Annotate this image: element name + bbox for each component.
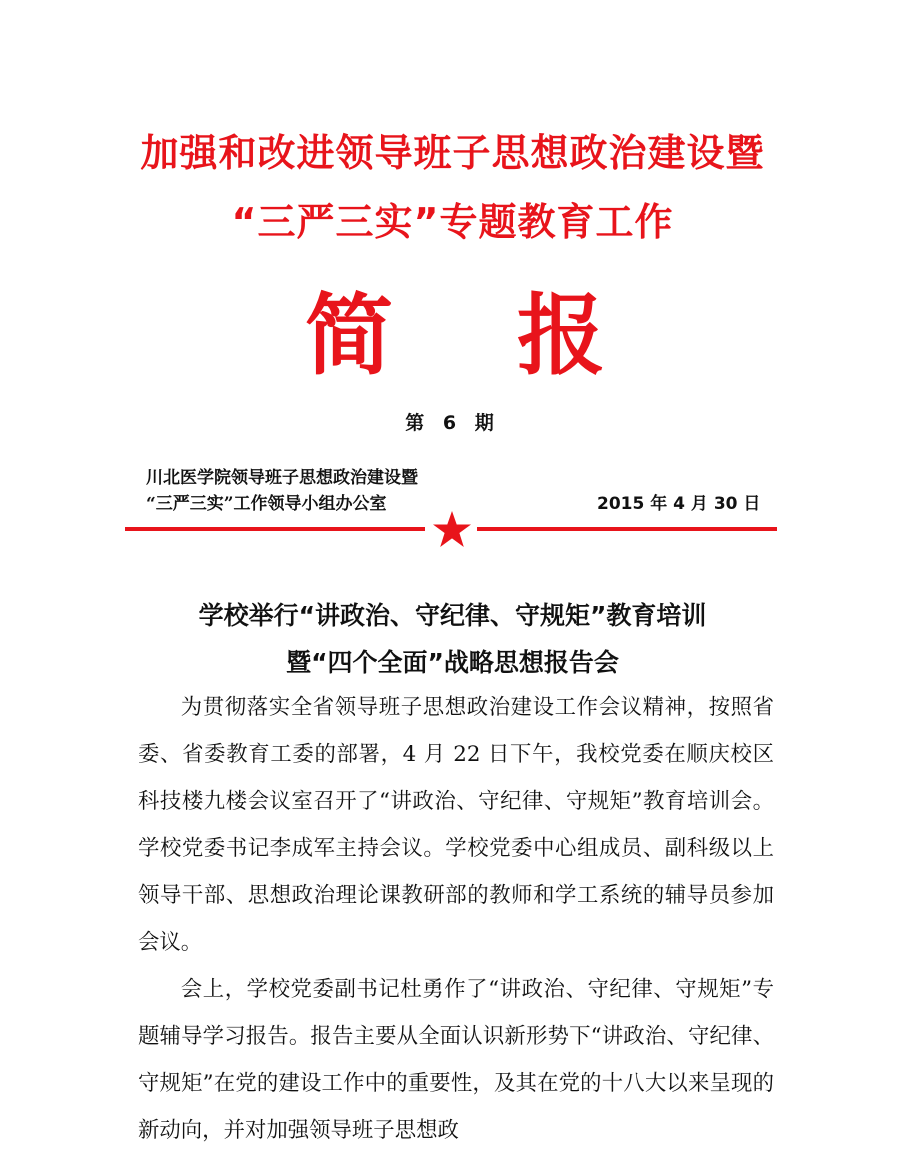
article-paragraph-1: 为贯彻落实全省领导班子思想政治建设工作会议精神，按照省委、省委教育工委的部署，4 月 22 日下午，我校党委在顺庆校区科技楼九楼会议室召开了“讲政治、守纪律、守规矩”教育培训会。学校党委书记李成军主持会议。学校党委中心组成员、副科级以上领导干部、思想政治理论课教研部的教师和学工系统的辅导员参加会议。 xyxy=(138,695,774,955)
brief-heading-char1: 简 xyxy=(305,283,394,387)
divider-rule-right xyxy=(477,527,777,531)
masthead-title-line1: 加强和改进领导班子思想政治建设暨 xyxy=(140,131,765,175)
red-star-icon xyxy=(432,510,472,548)
issuing-org-line1: 川北医学院领导班子思想政治建设暨 xyxy=(146,468,418,488)
brief-heading-char2: 报 xyxy=(517,283,606,387)
article-paragraph-2: 会上，学校党委副书记杜勇作了“讲政治、守纪律、守规矩”专题辅导学习报告。报告主要从全面认识新形势下“讲政治、守纪律、守规矩”在党的建设工作中的重要性，及其在党的十八大以来呈现的新动向，并对加强领导班子思想政 xyxy=(138,977,774,1143)
issuing-org-line2: “三严三实”工作领导小组办公室 xyxy=(146,494,387,514)
article-title-line2: 暨“四个全面”战略思想报告会 xyxy=(286,648,619,677)
issue-number: 第 6 期 xyxy=(405,412,500,434)
article-title-line1: 学校举行“讲政治、守纪律、守规矩”教育培训 xyxy=(198,601,707,630)
divider-rule-left xyxy=(125,527,425,531)
brief-heading xyxy=(0,285,905,385)
issue-date: 2015 年 4 月 30 日 xyxy=(597,494,761,514)
masthead-title-line2: “三严三实”专题教育工作 xyxy=(231,200,674,244)
